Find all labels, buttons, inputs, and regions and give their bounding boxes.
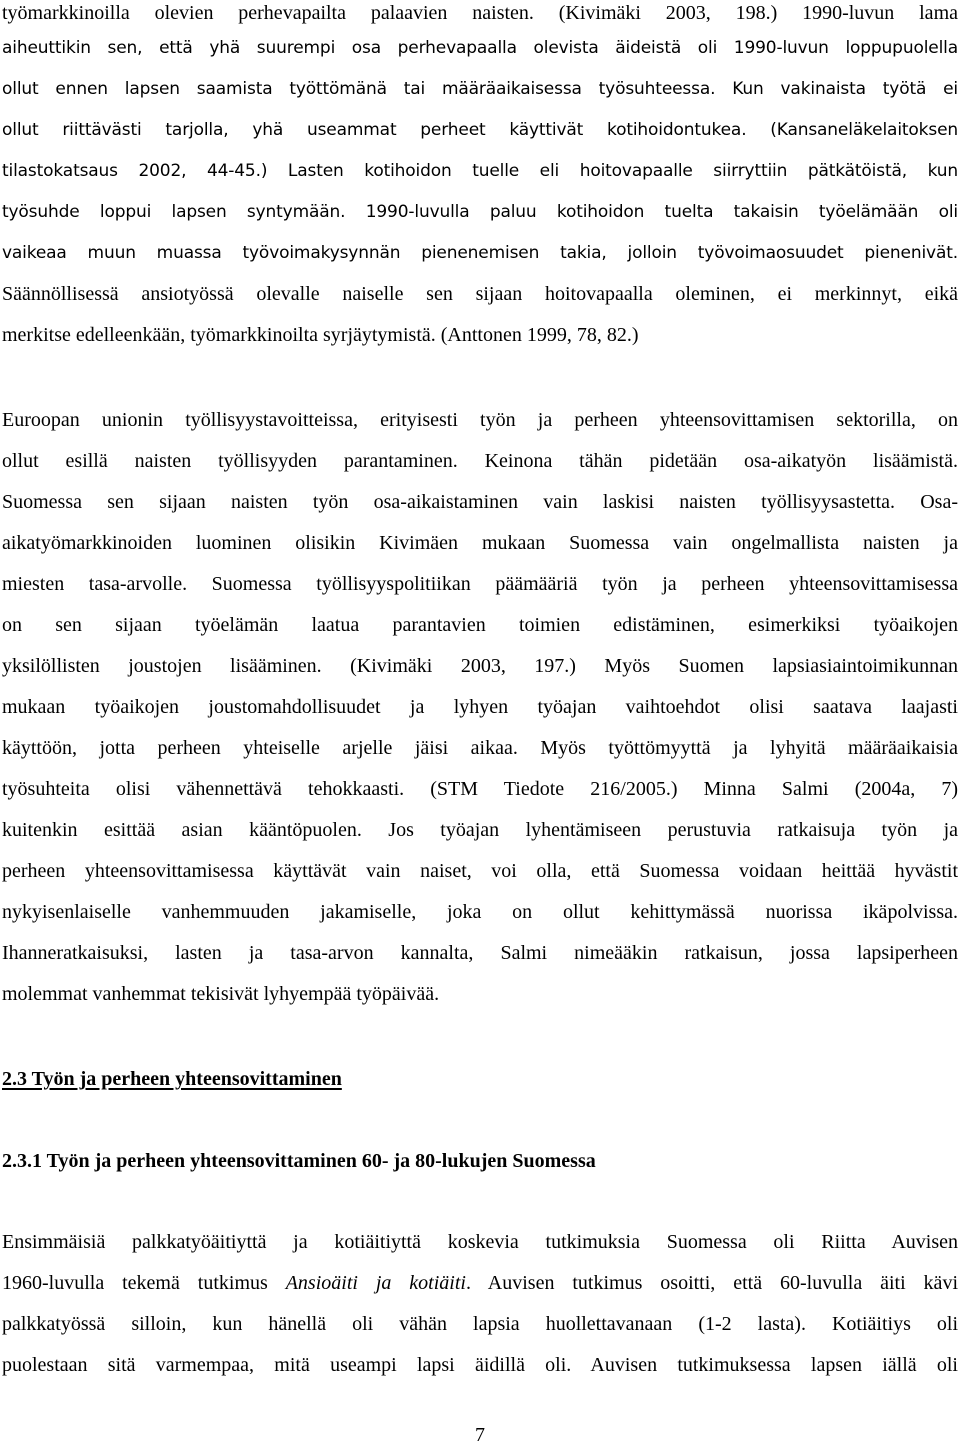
- text-line: Säännöllisessä ansiotyössä olevalle naiselle sen sijaan hoitovapaalla oleminen, ei merkinnyt, eikä: [2, 283, 958, 305]
- subsection-heading: 2.3.1 Työn ja perheen yhteensovittaminen 60- ja 80-lukujen Suomessa: [2, 1150, 596, 1172]
- text-fragment: . Auvisen tutkimus osoitti, että 60-luvulla äiti kävi: [465, 1272, 958, 1294]
- text-line: nykyisenlaiselle vanhemmuuden jakamiselle, joka on ollut kehittymässä nuorissa ikäpolvissa.: [2, 901, 958, 923]
- text-line: merkitse edelleenkään, työmarkkinoilta syrjäytymistä. (Anttonen 1999, 78, 82.): [2, 324, 639, 346]
- text-line: on sen sijaan työelämän laatua parantavien toimien edistäminen, esimerkiksi työaikojen: [2, 614, 958, 636]
- text-line: kuitenkin esittää asian kääntöpuolen. Jos työajan lyhentämiseen perustuvia ratkaisuja työn ja: [2, 819, 958, 841]
- text-line: työsuhteita olisi vähennettävä tehokkaasti. (STM Tiedote 216/2005.) Minna Salmi (2004a, 7): [2, 778, 958, 800]
- text-line: aiheuttikin sen, että yhä suurempi osa perhevapaalla olevista äideistä oli 1990-luvun loppupuolella: [2, 38, 958, 58]
- text-line: miesten tasa-arvolle. Suomessa työllisyyspolitiikan päämääriä työn ja perheen yhteensovittamisessa: [2, 573, 958, 595]
- text-line: molemmat vanhemmat tekisivät lyhyempää työpäivää.: [2, 983, 440, 1005]
- text-line: aikatyömarkkinoiden luominen olisikin Kivimäen mukaan Suomessa vain ongelmallista naisten ja: [2, 532, 958, 554]
- text-line: vaikeaa muun muassa työvoimakysynnän pienenemisen takia, jolloin työvoimaosuudet pienenivät.: [2, 243, 958, 263]
- page-number: 7: [475, 1424, 485, 1446]
- text-line: palkkatyössä silloin, kun hänellä oli vähän lapsia huollettavanaan (1-2 lasta). Kotiäitiys oli: [2, 1313, 958, 1335]
- text-line: ollut ennen lapsen saamista työttömänä tai määräaikaisessa työsuhteessa. Kun vakinaista työtä ei: [2, 79, 958, 99]
- text-line: [2, 1263, 958, 1304]
- text-line: Suomessa sen sijaan naisten työn osa-aikaistaminen vain laskisi naisten työllisyysastetta. Osa-: [2, 491, 958, 513]
- text-line: Ensimmäisiä palkkatyöäitiyttä ja kotiäitiyttä koskevia tutkimuksia Suomessa oli Riitta Auvisen: [2, 1231, 958, 1253]
- text-line: työmarkkinoilla olevien perhevapailta palaavien naisten. (Kivimäki 2003, 198.) 1990-luvun lama: [2, 2, 958, 24]
- text-line: mukaan työaikojen joustomahdollisuudet ja lyhyen työajan vaihtoehdot olisi saatava laajasti: [2, 696, 958, 718]
- text-fragment: 1960-luvulla tekemä tutkimus: [2, 1272, 286, 1294]
- text-line: Ihanneratkaisuksi, lasten ja tasa-arvon kannalta, Salmi nimeääkin ratkaisun, jossa lapsiperheen: [2, 942, 958, 964]
- text-line: tilastokatsaus 2002, 44-45.) Lasten kotihoidon tuelle eli hoitovapaalle siirryttiin pätkätöistä, kun: [2, 161, 958, 181]
- section-heading: 2.3 Työn ja perheen yhteensovittaminen: [2, 1068, 342, 1090]
- text-line: ollut esillä naisten työllisyyden parantaminen. Keinona tähän pidetään osa-aikatyön lisäämistä.: [2, 450, 958, 472]
- text-line: käyttöön, jotta perheen yhteiselle arjelle jäisi aikaa. Myös työttömyyttä ja lyhyitä määräaikaisia: [2, 737, 958, 759]
- text-line: yksilöllisten joustojen lisääminen. (Kivimäki 2003, 197.) Myös Suomen lapsiasiaintoimikunnan: [2, 655, 958, 677]
- text-line: ollut riittävästi tarjolla, yhä useammat perheet käyttivät kotihoidontukea. (Kansaneläkelaitoksen: [2, 120, 958, 140]
- study-title: Ansioäiti ja kotiäiti: [285, 1272, 466, 1294]
- text-line: perheen yhteensovittamisessa käyttävät vain naiset, voi olla, että Suomessa voidaan heittää hyvästit: [2, 860, 958, 882]
- text-line: Euroopan unionin työllisyystavoitteissa, erityisesti työn ja perheen yhteensovittamisen sektorilla, on: [2, 409, 958, 431]
- text-line: puolestaan sitä varmempaa, mitä useampi lapsi äidillä oli. Auvisen tutkimuksessa lapsen iällä oli: [2, 1354, 958, 1376]
- text-line: työsuhde loppui lapsen syntymään. 1990-luvulla paluu kotihoidon tuelta takaisin työelämään oli: [2, 202, 958, 222]
